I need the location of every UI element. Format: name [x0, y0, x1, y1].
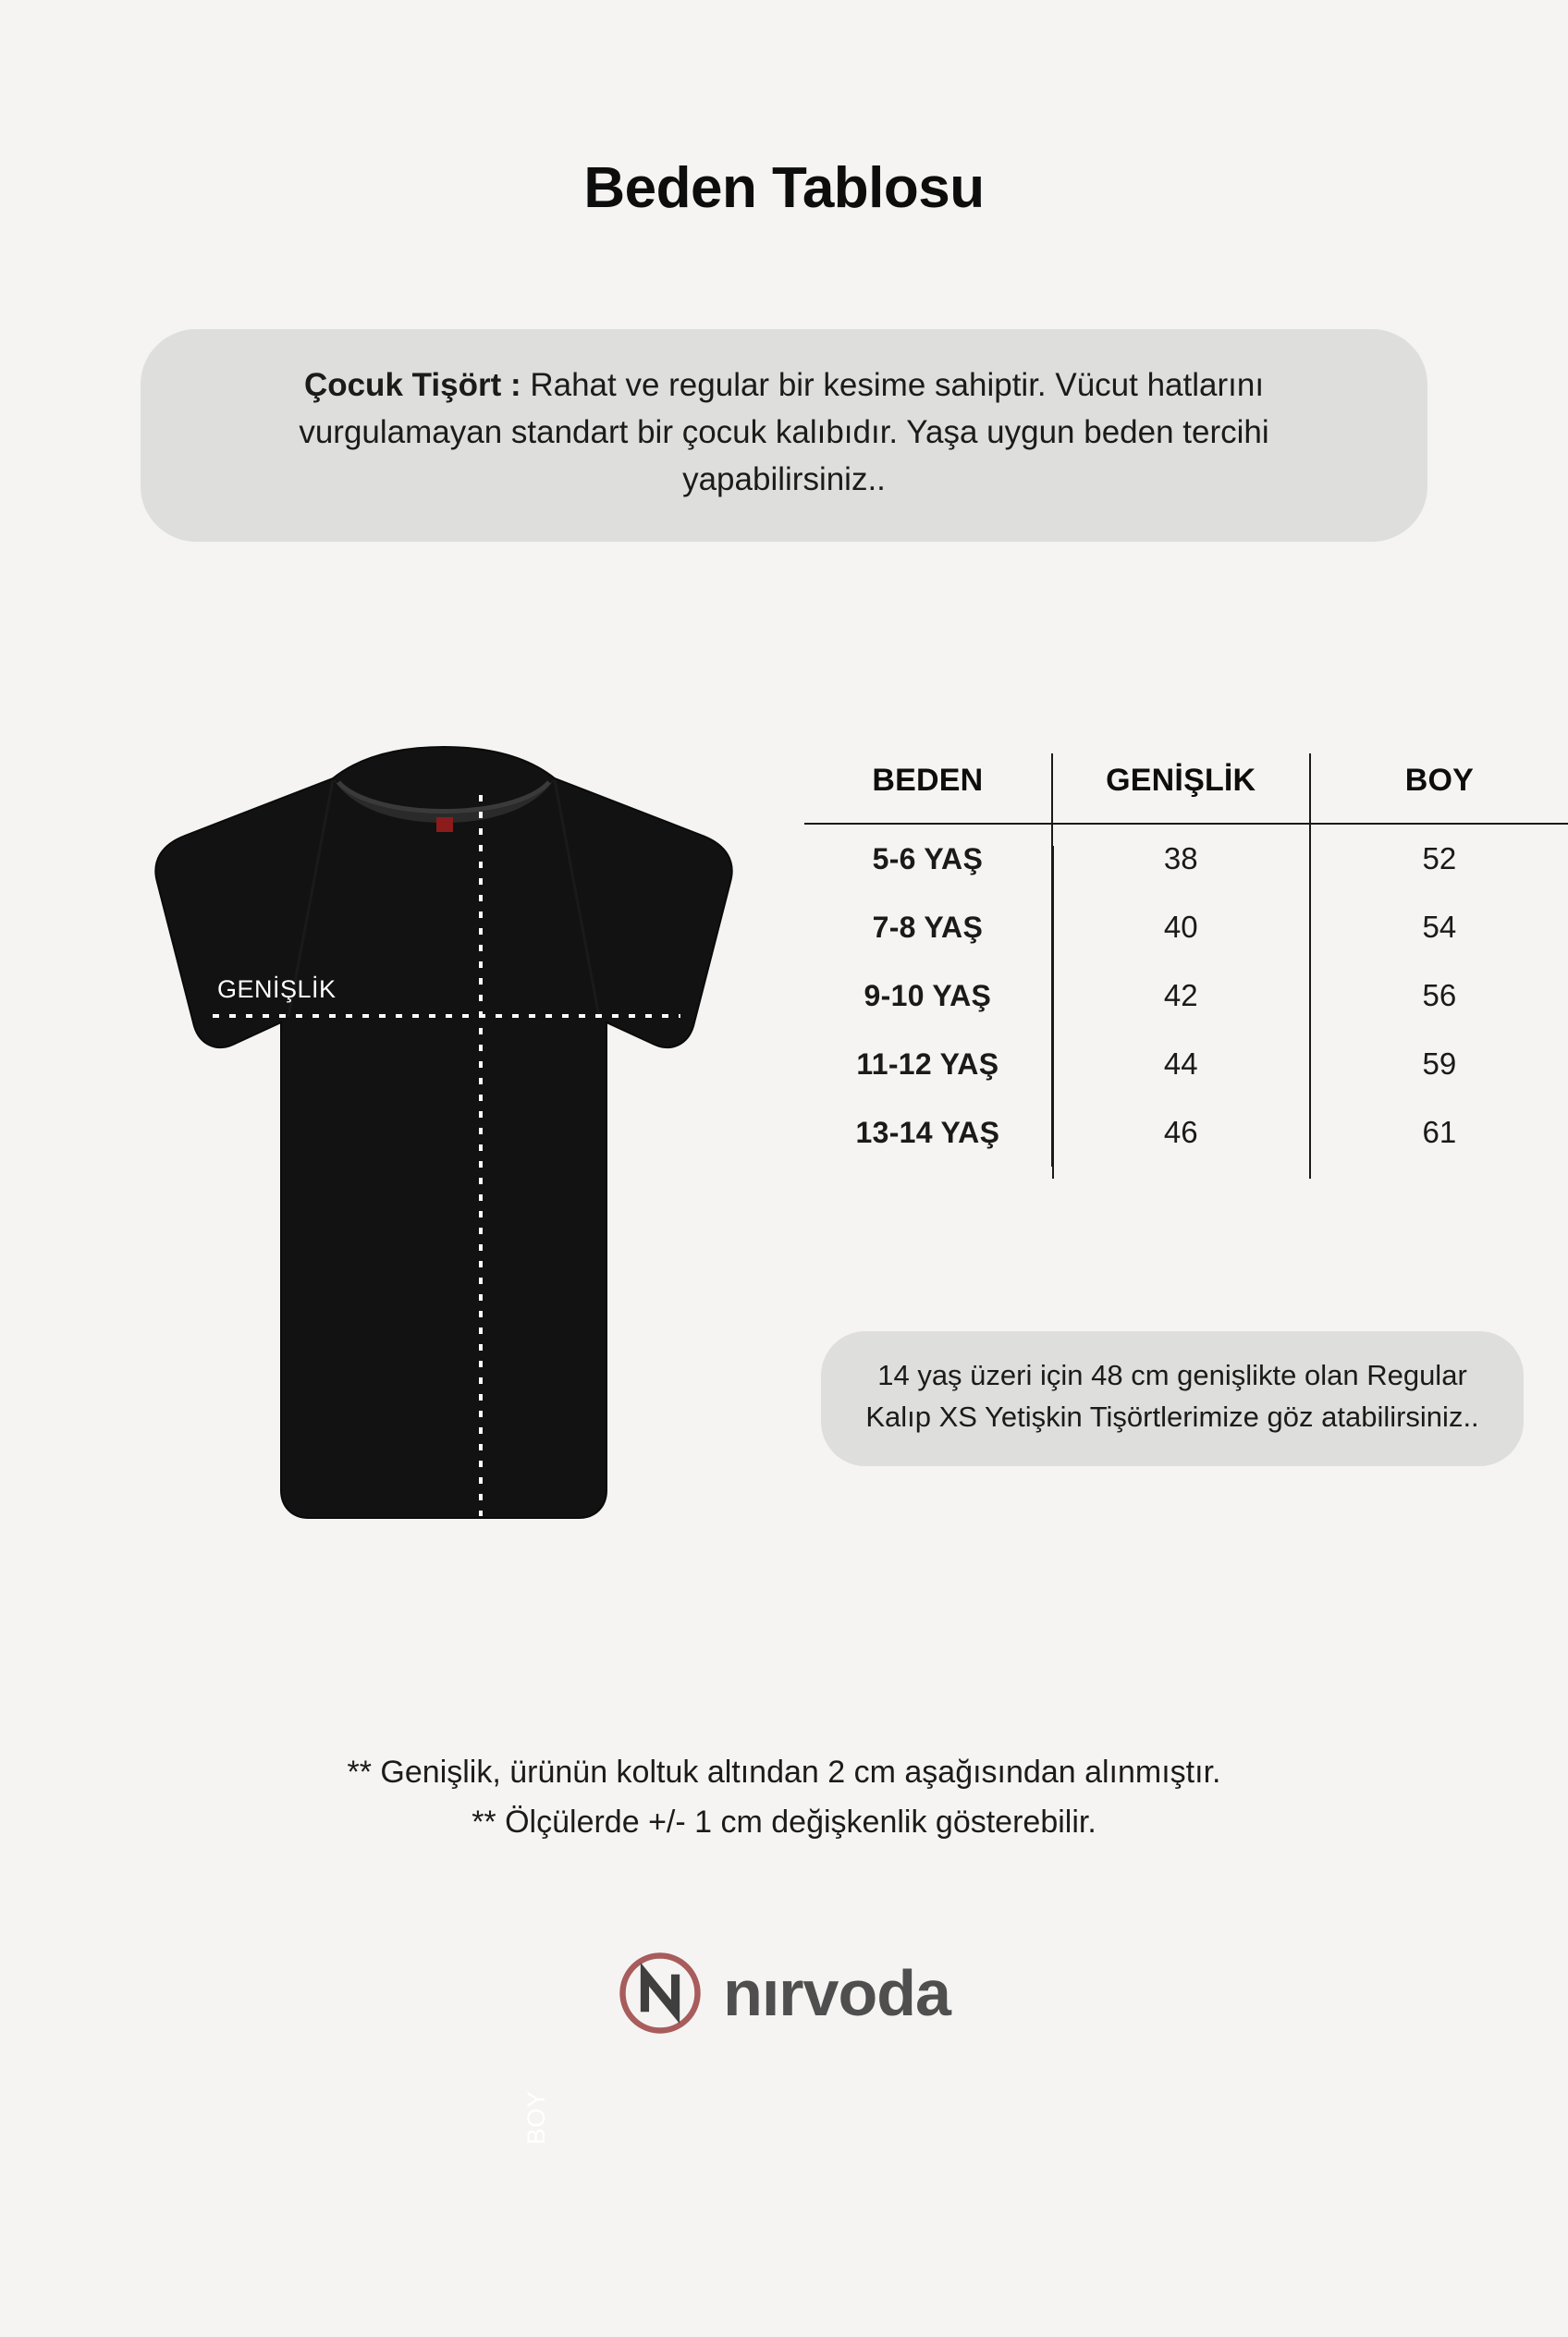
footnote-1: ** Genişlik, ürünün koltuk altından 2 cm aşağısından alınmıştır. [347, 1755, 1221, 1790]
cell-beden: 11-12 YAŞ [856, 1046, 999, 1081]
table-divider-2 [1309, 846, 1311, 1179]
table-row [804, 1030, 1568, 1098]
cell-genislik: 38 [1052, 824, 1310, 893]
size-table-body [804, 824, 1568, 1167]
column-header-beden: BEDEN [872, 763, 984, 798]
cell-genislik: 42 [1052, 961, 1310, 1030]
size-table [804, 753, 1568, 1167]
cell-genislik: 46 [1052, 1098, 1310, 1167]
cell-boy: 54 [1310, 893, 1568, 961]
column-header-boy: BOY [1310, 753, 1568, 824]
cell-beden: 7-8 YAŞ [872, 910, 984, 944]
table-row [804, 824, 1568, 893]
size-table-container [804, 753, 1568, 1167]
length-label: BOY [522, 2090, 550, 2145]
cell-boy: 52 [1310, 824, 1568, 893]
width-label: GENİŞLİK [217, 975, 337, 1003]
table-row [804, 961, 1568, 1030]
page-title: Beden Tablosu [583, 156, 985, 220]
cell-genislik: 44 [1052, 1030, 1310, 1098]
intro-label: Çocuk Tişört : [303, 367, 521, 403]
cell-boy: 56 [1310, 961, 1568, 1030]
cell-beden: 5-6 YAŞ [872, 841, 984, 875]
table-row [804, 893, 1568, 961]
cell-beden: 13-14 YAŞ [855, 1115, 1000, 1149]
nirvoda-mark-icon [618, 1951, 703, 2036]
cell-beden: 9-10 YAŞ [864, 978, 992, 1012]
table-divider-1 [1052, 846, 1054, 1179]
cell-boy: 59 [1310, 1030, 1568, 1098]
intro-text: Rahat ve regular bir kesime sahiptir. Vücut hatlarını vurgulamayan standart bir çocuk kalıbıdır. Yaşa uygun beden tercihi yapabilirsiniz.. [299, 367, 1269, 497]
footnotes [0, 1747, 1568, 1848]
column-header-genislik: GENİŞLİK [1052, 753, 1310, 824]
adult-size-note: 14 yaş üzeri için 48 cm genişlikte olan Regular Kalıp XS Yetişkin Tişörtlerimize göz atabilirsiniz.. [821, 1331, 1524, 1466]
footnote-2: ** Ölçülerde +/- 1 cm değişkenlik gösterebilir. [472, 1805, 1096, 1841]
cell-boy: 61 [1310, 1098, 1568, 1167]
size-table-head [804, 753, 1568, 824]
cell-genislik: 40 [1052, 893, 1310, 961]
brand-logo [0, 1951, 1568, 2036]
tshirt-shape [55, 740, 832, 1553]
brand-name: nırvoda [723, 1957, 950, 2029]
intro-description [141, 329, 1427, 542]
size-table-header-row [804, 753, 1568, 824]
table-row [804, 1098, 1568, 1167]
